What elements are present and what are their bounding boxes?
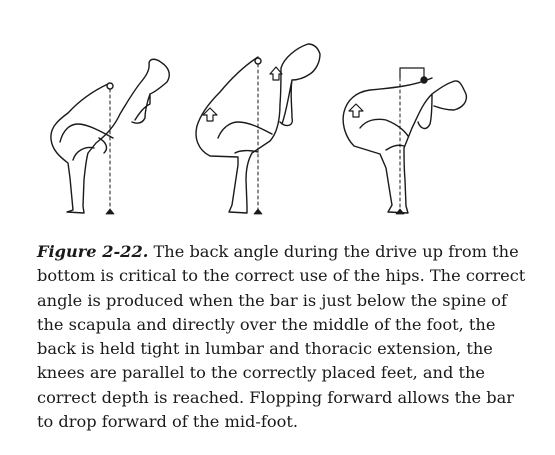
bar-marker xyxy=(255,58,261,64)
body-outline xyxy=(343,78,466,213)
squat-figure-bottom xyxy=(51,59,169,214)
mid-foot-marker xyxy=(254,209,262,214)
bar-marker xyxy=(421,77,427,83)
knee-arm xyxy=(360,119,408,150)
offset-bracket xyxy=(400,68,424,78)
knee-arm xyxy=(218,122,272,153)
bar-marker xyxy=(107,83,113,89)
hip-arrow-icon xyxy=(349,104,363,117)
mid-foot-marker xyxy=(106,209,114,214)
body-outline xyxy=(196,44,320,213)
mid-foot-marker xyxy=(396,209,404,214)
figure-caption xyxy=(37,240,532,434)
knee-arm xyxy=(60,124,113,160)
up-arrow-icon xyxy=(270,67,282,80)
squat-figure-correct xyxy=(196,44,320,214)
figure-label: Figure 2-22. xyxy=(37,242,149,261)
caption-text: The back angle during the drive up from the bottom is critical to the correct use of the hips. The correct angle is produced when the bar is just below the spine of the scapula and directly over the middle of the foot, the back is held tight in lumbar and thoracic extension, the knees are parallel to the correctly placed feet, and the correct depth is reached. Flopping forward allows the bar to drop forward of the mid-foot. xyxy=(37,242,526,432)
squat-figure-flopped xyxy=(343,68,466,214)
